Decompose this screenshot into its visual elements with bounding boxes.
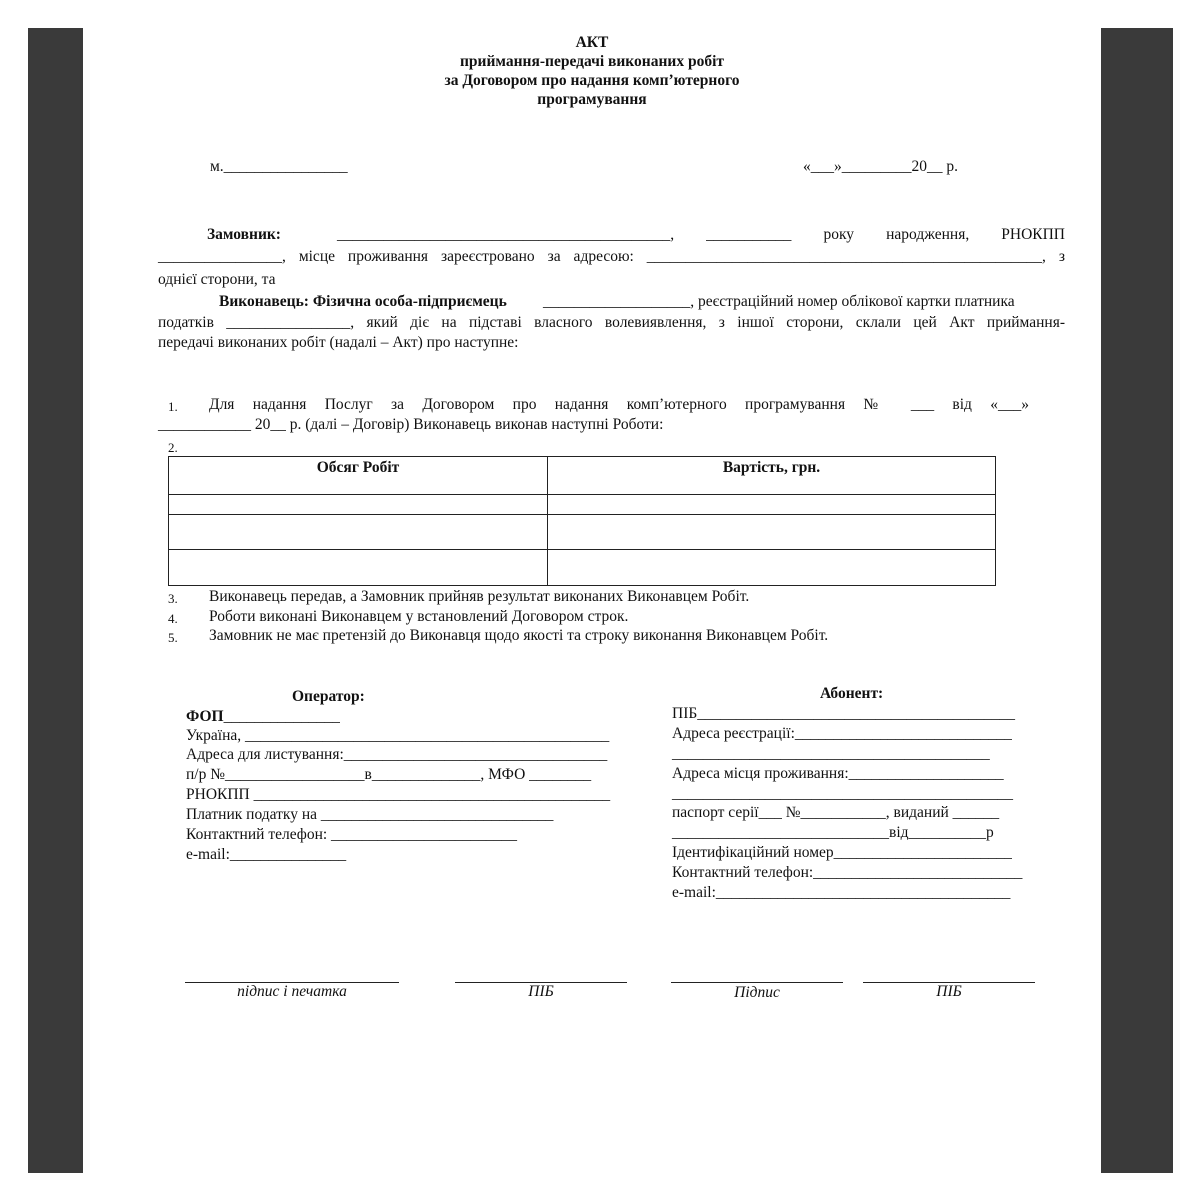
table-row <box>169 495 996 515</box>
subscriber-heading: Абонент: <box>820 685 884 702</box>
operator-email: e-mail:_______________ <box>186 846 347 863</box>
works-table <box>168 456 996 586</box>
doc-title-line4: програмування <box>537 91 647 108</box>
item-5-text: Замовник не має претензій до Виконавця щодо якості та строку виконання Виконавцем Робіт. <box>209 627 829 644</box>
viewer-left-margin <box>28 28 83 1173</box>
col-cost-header: Вартість, грн. <box>548 457 996 495</box>
item-3-text: Виконавець передав, а Замовник прийняв результат виконаних Виконавцем Робіт. <box>209 588 750 605</box>
operator-phone: Контактний телефон: ________________________ <box>186 826 518 843</box>
table-row <box>169 515 996 550</box>
operator-country: Україна, _______________________________________________ <box>186 727 610 744</box>
customer-label: Замовник: <box>207 226 281 243</box>
item-number-2: 2. <box>168 440 178 455</box>
subscriber-reg-address: Адреса реєстрації:____________________________ <box>672 725 1012 742</box>
customer-line3: однієї сторони, та <box>158 271 276 288</box>
operator-mail-address: Адреса для листування:__________________________________ <box>186 746 608 763</box>
operator-signature-caption: підпис і печатка <box>237 983 347 1000</box>
subscriber-name: ПІБ_________________________________________ <box>672 705 1016 722</box>
subscriber-id-number: Ідентифікаційний номер_______________________ <box>672 844 1012 861</box>
operator-name-caption: ПІБ <box>528 983 554 1000</box>
subscriber-signature-caption: Підпис <box>734 984 780 1001</box>
item-4-text: Роботи виконані Виконавцем у встановлений Договором строк. <box>209 608 629 625</box>
document-page <box>83 28 1101 1173</box>
subscriber-passport: паспорт серії___ №___________, виданий ______ <box>672 804 1000 821</box>
contractor-line3: передачі виконаних робіт (надалі – Акт) про наступне: <box>158 334 519 351</box>
fop-label: ФОП <box>186 708 224 725</box>
subscriber-reg-address-cont: _________________________________________ <box>672 745 990 762</box>
item-number-4: 4. <box>168 611 178 626</box>
customer-line1: ___________________________________________, ___________ року народження, РНОКПП <box>337 226 1065 243</box>
subscriber-name-caption: ПІБ <box>936 983 962 1000</box>
table-header-row <box>169 457 996 495</box>
subscriber-signature-line <box>671 982 843 983</box>
date-field: «___»_________20__ р. <box>803 158 958 175</box>
subscriber-passport-issued: ____________________________від__________р <box>672 824 994 841</box>
subscriber-residence-address-cont: ____________________________________________ <box>672 785 1013 802</box>
item-1-text-cont: ____________ 20__ р. (далі – Договір) Виконавець виконав наступні Роботи: <box>158 416 664 433</box>
item-number-5: 5. <box>168 630 178 645</box>
place-field: м.________________ <box>210 158 348 175</box>
operator-fop <box>186 708 340 726</box>
operator-bank-account: п/р №__________________в______________, МФО ________ <box>186 766 592 783</box>
customer-line2: ________________, місце проживання зареєстровано за адресою: ___________________________________________________, з <box>158 248 1065 265</box>
contractor-line2: податків ________________, який діє на підставі власного волевиявлення, з іншої сторони, склали цей Акт приймання- <box>158 314 1065 331</box>
item-number-1: 1. <box>168 399 178 414</box>
operator-heading: Оператор: <box>292 688 365 705</box>
subscriber-residence-address: Адреса місця проживання:____________________ <box>672 765 1004 782</box>
operator-rnokpp: РНОКПП ______________________________________________ <box>186 786 611 803</box>
contractor-label: Виконавець: Фізична особа-підприємець <box>219 293 507 310</box>
doc-title: АКТ <box>575 34 609 51</box>
table-row <box>169 550 996 586</box>
item-number-3: 3. <box>168 591 178 606</box>
doc-title-line2: приймання-передачі виконаних робіт <box>459 53 724 70</box>
doc-title-line3: за Договором про надання комп’ютерного <box>444 72 740 89</box>
item-1-text: Для надання Послуг за Договором про надання комп’ютерного програмування № ___ від «___» <box>209 396 1029 413</box>
fop-blank: _______________ <box>223 708 340 725</box>
subscriber-email: e-mail:______________________________________ <box>672 884 1011 901</box>
operator-taxpayer: Платник податку на ______________________________ <box>186 806 554 823</box>
contractor-line1: ___________________, реєстраційний номер облікової картки платника <box>543 293 1015 310</box>
col-scope-header: Обсяг Робіт <box>169 457 548 495</box>
viewer-right-margin <box>1101 28 1173 1173</box>
subscriber-phone: Контактний телефон:___________________________ <box>672 864 1023 881</box>
